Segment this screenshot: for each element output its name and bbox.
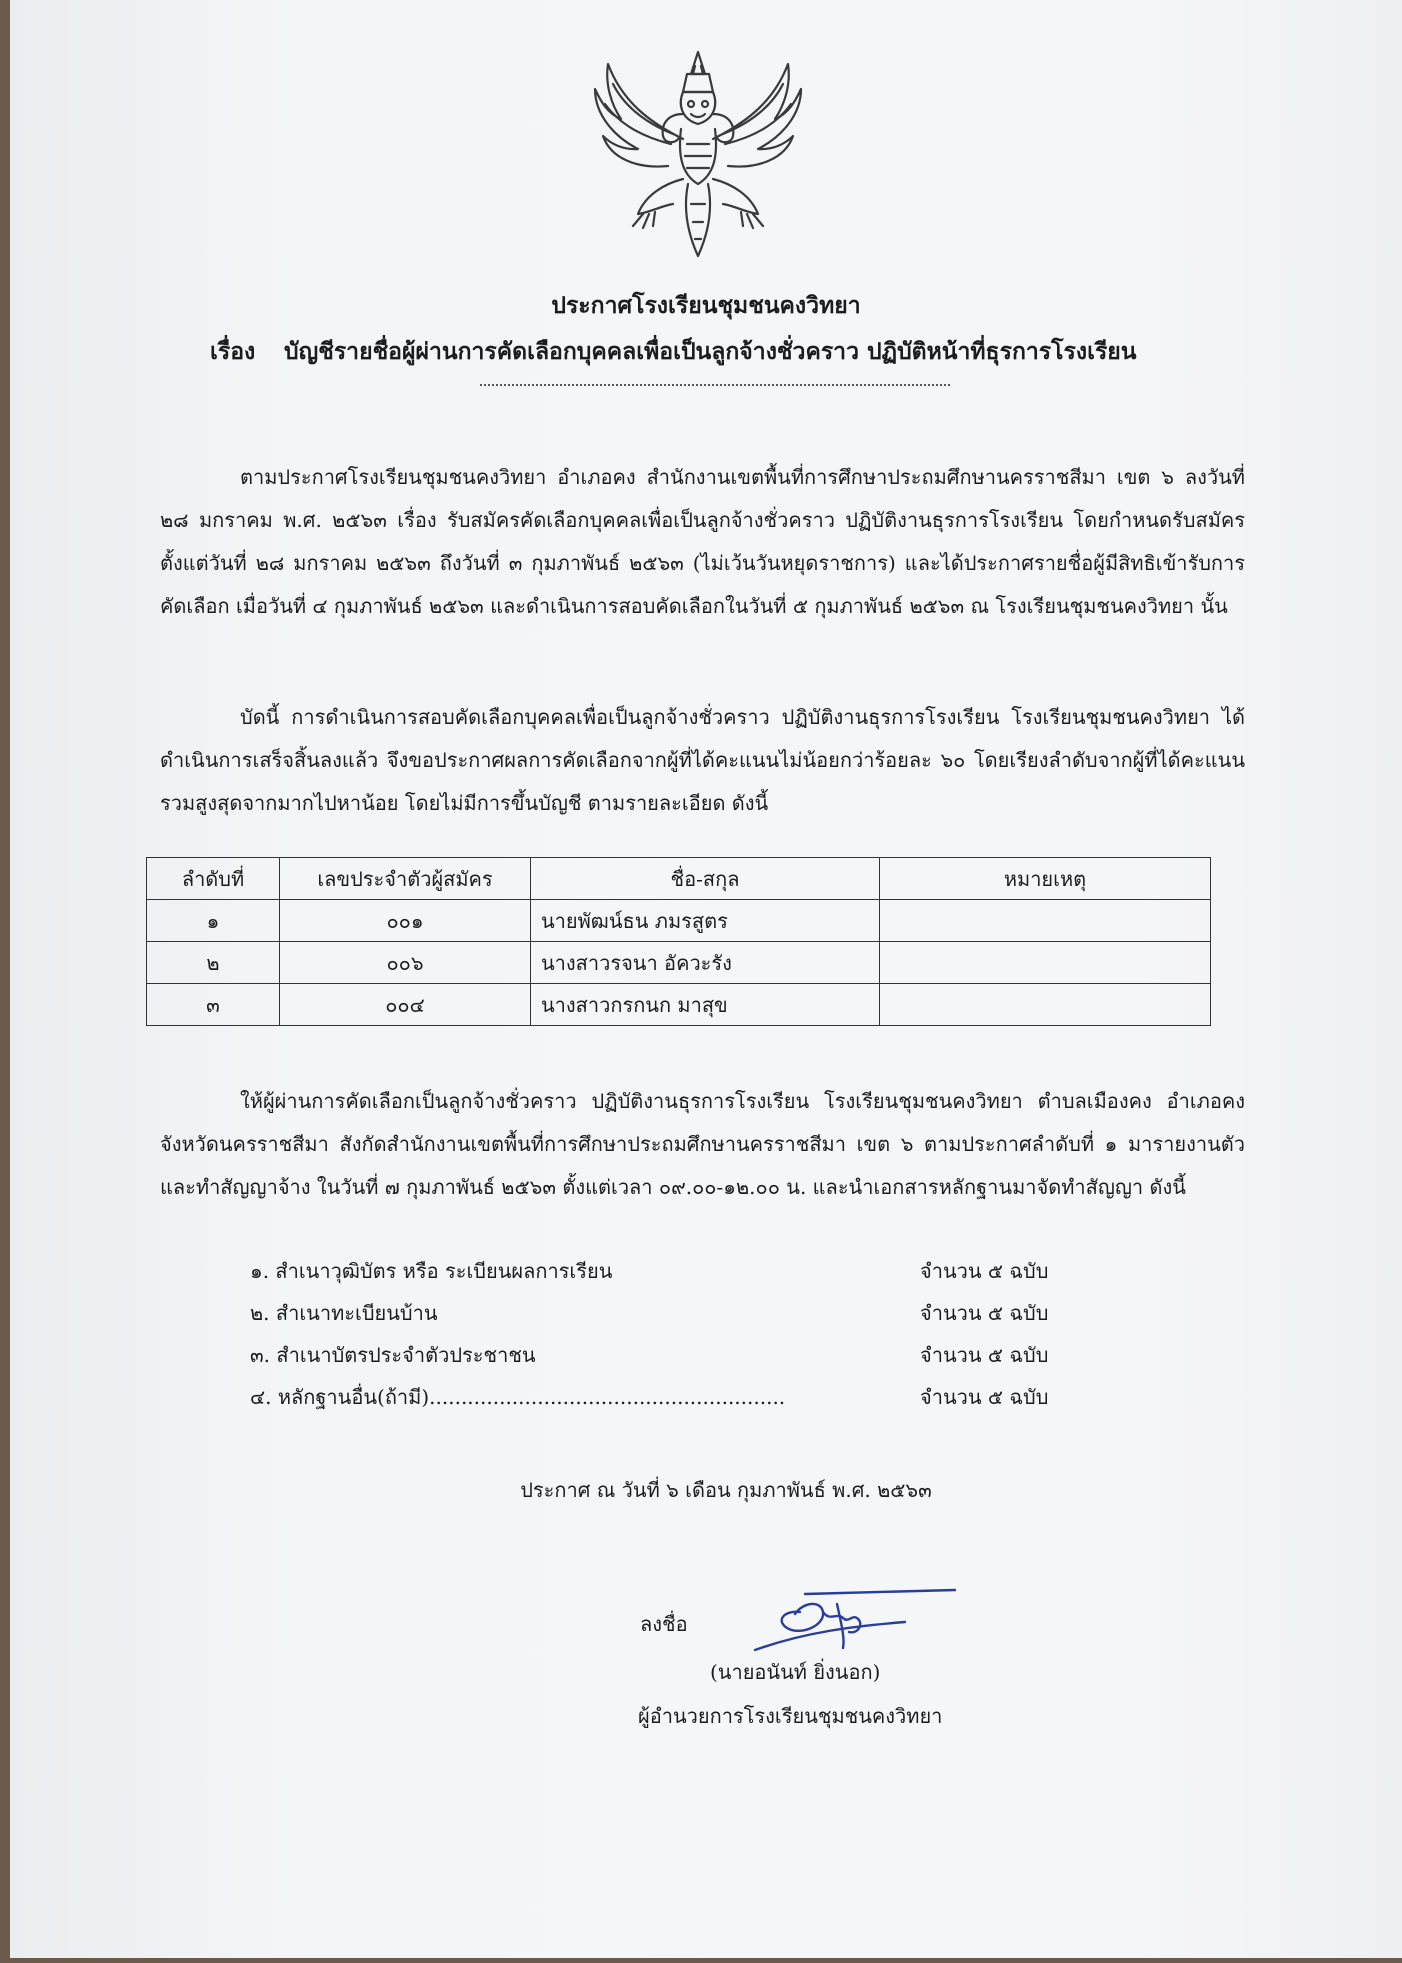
col-header-order: ลำดับที่ [147, 858, 280, 900]
table-header-row [147, 858, 1211, 900]
paragraph-2 [160, 696, 1245, 825]
document-count: จำนวน ๕ ฉบับ [920, 1301, 1049, 1325]
paragraph-1 [160, 456, 1245, 628]
paragraph-3 [160, 1080, 1245, 1209]
paragraph-2-text: บัดนี้ การดำเนินการสอบคัดเลือกบุคคลเพื่อเป็นลูกจ้างชั่วคราว ปฏิบัติงานธุรการโรงเรียน โรงเรียนชุมชนคงวิทยา ได้ดำเนินการเสร็จสิ้นลงแล้ว จึงขอประกาศผลการคัดเลือกจากผู้ที่ได้คะแนนไม่น้อยกว่าร้อยละ ๖๐ โดยเรียงลำดับจากผู้ที่ได้คะแนนรวมสูงสุดจากมากไปหาน้อย โดยไม่มีการขึ้นบัญชี ตามรายละเอียด ดังนี้ [160, 705, 1245, 815]
col-header-applicant-id: เลขประจำตัวผู้สมัคร [280, 858, 531, 900]
document-name: ๒. สำเนาทะเบียนบ้าน [250, 1301, 438, 1325]
cell-note [880, 984, 1211, 1026]
col-header-name: ชื่อ-สกุล [531, 858, 880, 900]
cell-note [880, 900, 1211, 942]
signature-label: ลงชื่อ [640, 1612, 688, 1636]
document-page [10, 0, 1402, 1958]
cell-applicant-id: ๐๐๖ [280, 942, 531, 984]
announcement-subject [210, 334, 1137, 370]
paragraph-3-text: ให้ผู้ผ่านการคัดเลือกเป็นลูกจ้างชั่วคราว ปฏิบัติงานธุรการโรงเรียน โรงเรียนชุมชนคงวิทยา ตำบลเมืองคง อำเภอคง จังหวัดนครราชสีมา สังกัดสำนักงานเขตพื้นที่การศึกษาประถมศึกษานครราชสีมา เขต ๖ ตามประกาศลำดับที่ ๑ มารายงานตัวและทำสัญญาจ้าง ในวันที่ ๗ กุมภาพันธ์ ๒๕๖๓ ตั้งแต่เวลา ๐๙.๐๐-๑๒.๐๐ น. และนำเอกสารหลักฐานมาจัดทำสัญญา ดังนี้ [160, 1089, 1245, 1199]
subject-text: บัญชีรายชื่อผู้ผ่านการคัดเลือกบุคคลเพื่อเป็นลูกจ้างชั่วคราว ปฏิบัติหน้าที่ธุรการโรงเรียน [284, 338, 1137, 365]
garuda-emblem-icon [583, 44, 813, 262]
signer-position: ผู้อำนวยการโรงเรียนชุมชนคงวิทยา [638, 1704, 943, 1728]
dotted-separator [480, 384, 950, 386]
document-name: ๔. หลักฐานอื่น(ถ้ามี)........................................................ [250, 1385, 786, 1409]
table-row [147, 984, 1211, 1026]
required-documents-list [250, 1250, 1130, 1418]
cell-applicant-id: ๐๐๔ [280, 984, 531, 1026]
table-row [147, 900, 1211, 942]
table-row [147, 942, 1211, 984]
document-count: จำนวน ๕ ฉบับ [920, 1343, 1049, 1367]
announcement-title: ประกาศโรงเรียนชุมชนคงวิทยา [551, 292, 861, 319]
list-item [250, 1376, 1130, 1418]
list-item [250, 1292, 1130, 1334]
subject-label: เรื่อง [210, 338, 256, 365]
cell-note [880, 942, 1211, 984]
paragraph-1-text: ตามประกาศโรงเรียนชุมชนคงวิทยา อำเภอคง สำนักงานเขตพื้นที่การศึกษาประถมศึกษานครราชสีมา เขต ๖ ลงวันที่ ๒๘ มกราคม พ.ศ. ๒๕๖๓ เรื่อง รับสมัครคัดเลือกบุคคลเพื่อเป็นลูกจ้างชั่วคราว ปฏิบัติงานธุรการโรงเรียน โดยกำหนดรับสมัครตั้งแต่วันที่ ๒๘ มกราคม ๒๕๖๓ ถึงวันที่ ๓ กุมภาพันธ์ ๒๕๖๓ (ไม่เว้นวันหยุดราชการ) และได้ประกาศรายชื่อผู้มีสิทธิเข้ารับการคัดเลือก เมื่อวันที่ ๔ กุมภาพันธ์ ๒๕๖๓ และดำเนินการสอบคัดเลือกในวันที่ ๕ กุมภาพันธ์ ๒๕๖๓ ณ โรงเรียนชุมชนคงวิทยา นั้น [160, 465, 1245, 618]
cell-name: นางสาวกรกนก มาสุข [531, 984, 880, 1026]
list-item [250, 1250, 1130, 1292]
document-count: จำนวน ๕ ฉบับ [920, 1385, 1049, 1409]
document-count: จำนวน ๕ ฉบับ [920, 1259, 1049, 1283]
announcement-date: ประกาศ ณ วันที่ ๖ เดือน กุมภาพันธ์ พ.ศ. ๒๕๖๓ [520, 1478, 932, 1502]
col-header-note: หมายเหตุ [880, 858, 1211, 900]
cell-order: ๑ [147, 900, 280, 942]
cell-name: นายพัฒน์ธน ภมรสูตร [531, 900, 880, 942]
list-item [250, 1334, 1130, 1376]
cell-order: ๓ [147, 984, 280, 1026]
document-name: ๓. สำเนาบัตรประจำตัวประชาชน [250, 1343, 536, 1367]
handwritten-signature-icon [745, 1582, 965, 1660]
cell-name: นางสาวรจนา อัควะรัง [531, 942, 880, 984]
cell-applicant-id: ๐๐๑ [280, 900, 531, 942]
signer-name: (นายอนันท์ ยิ่งนอก) [710, 1660, 881, 1684]
cell-order: ๒ [147, 942, 280, 984]
results-table [146, 857, 1211, 1026]
document-name: ๑. สำเนาวุฒิบัตร หรือ ระเบียนผลการเรียน [250, 1259, 613, 1283]
